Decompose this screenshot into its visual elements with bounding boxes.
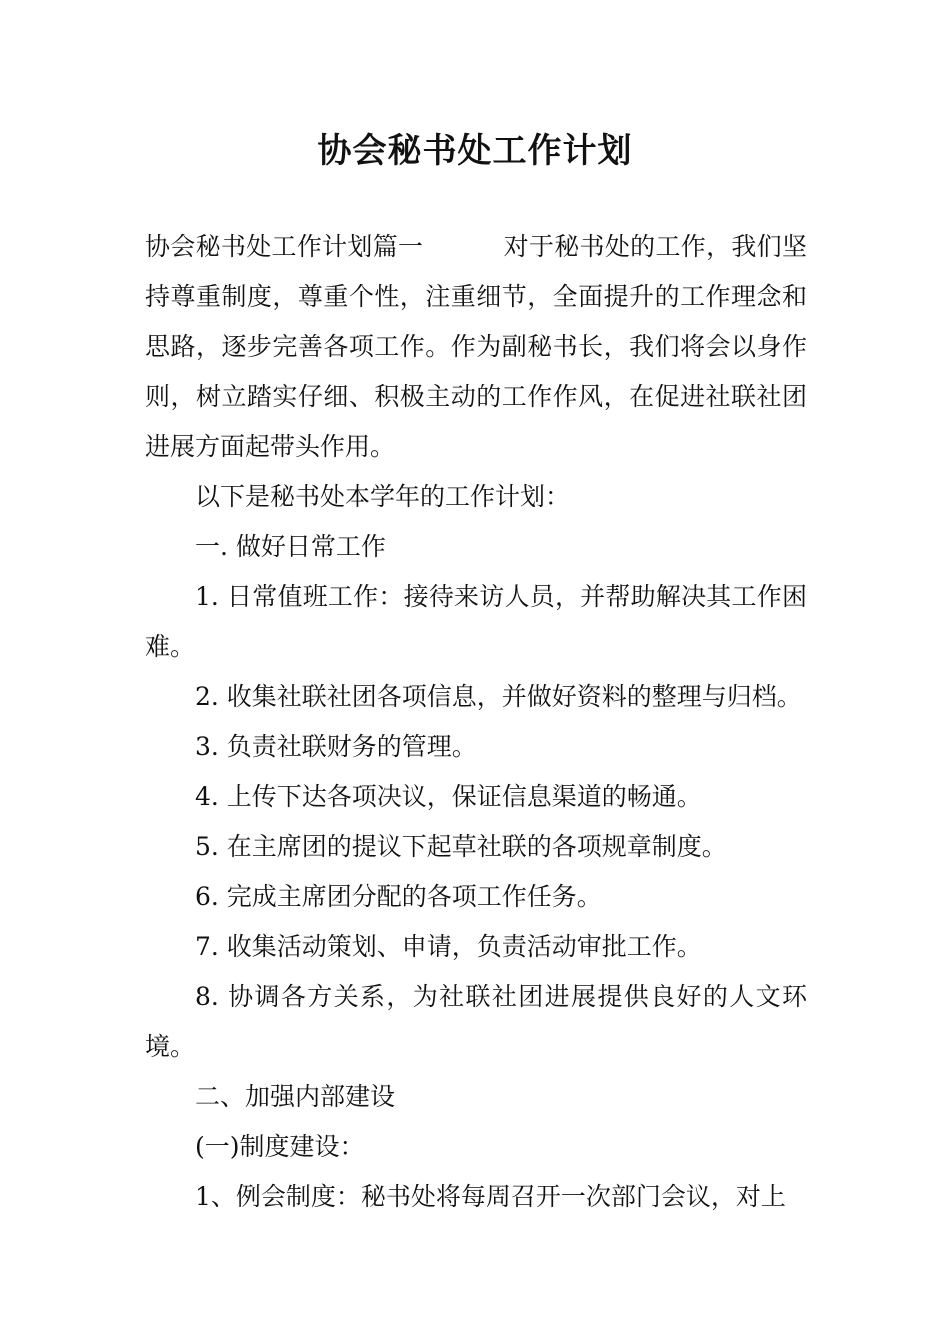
lead-paragraph: 以下是秘书处本学年的工作计划： xyxy=(195,482,571,511)
list-item: 4. 上传下达各项决议，保证信息渠道的畅通。 xyxy=(195,782,702,811)
list-item: 1. 日常值班工作：接待来访人员，并帮助解决其工作困难。 xyxy=(145,582,807,661)
subsection-heading: (一)制度建设： xyxy=(195,1132,365,1161)
intro-paragraph xyxy=(145,222,807,472)
intro-body: 对于秘书处的工作，我们坚持尊重制度，尊重个性，注重细节，全面提升的工作理念和思路，逐步完善各项工作。作为副秘书长，我们将会以身作则，树立踏实仔细、积极主动的工作作风，在促进社联社团进展方面起带头作用。 xyxy=(145,232,807,461)
list-item: 8. 协调各方关系，为社联社团进展提供良好的人文环境。 xyxy=(145,982,807,1061)
intro-heading: 协会秘书处工作计划篇一 xyxy=(145,232,424,261)
list-item: 2. 收集社联社团各项信息，并做好资料的整理与归档。 xyxy=(195,682,802,711)
list-item: 5. 在主席团的提议下起草社联的各项规章制度。 xyxy=(195,832,727,861)
list-item: 6. 完成主席团分配的各项工作任务。 xyxy=(195,882,602,911)
section-heading-2: 二、加强内部建设 xyxy=(195,1082,396,1111)
list-item: 7. 收集活动策划、申请，负责活动审批工作。 xyxy=(195,932,702,961)
document-body xyxy=(145,222,807,1222)
section-heading-1: 一. 做好日常工作 xyxy=(195,532,386,561)
list-item: 3. 负责社联财务的管理。 xyxy=(195,732,477,761)
rule-paragraph: 1、例会制度：秘书处将每周召开一次部门会议，对上 xyxy=(195,1182,786,1211)
document-title: 协会秘书处工作计划 xyxy=(317,131,633,171)
